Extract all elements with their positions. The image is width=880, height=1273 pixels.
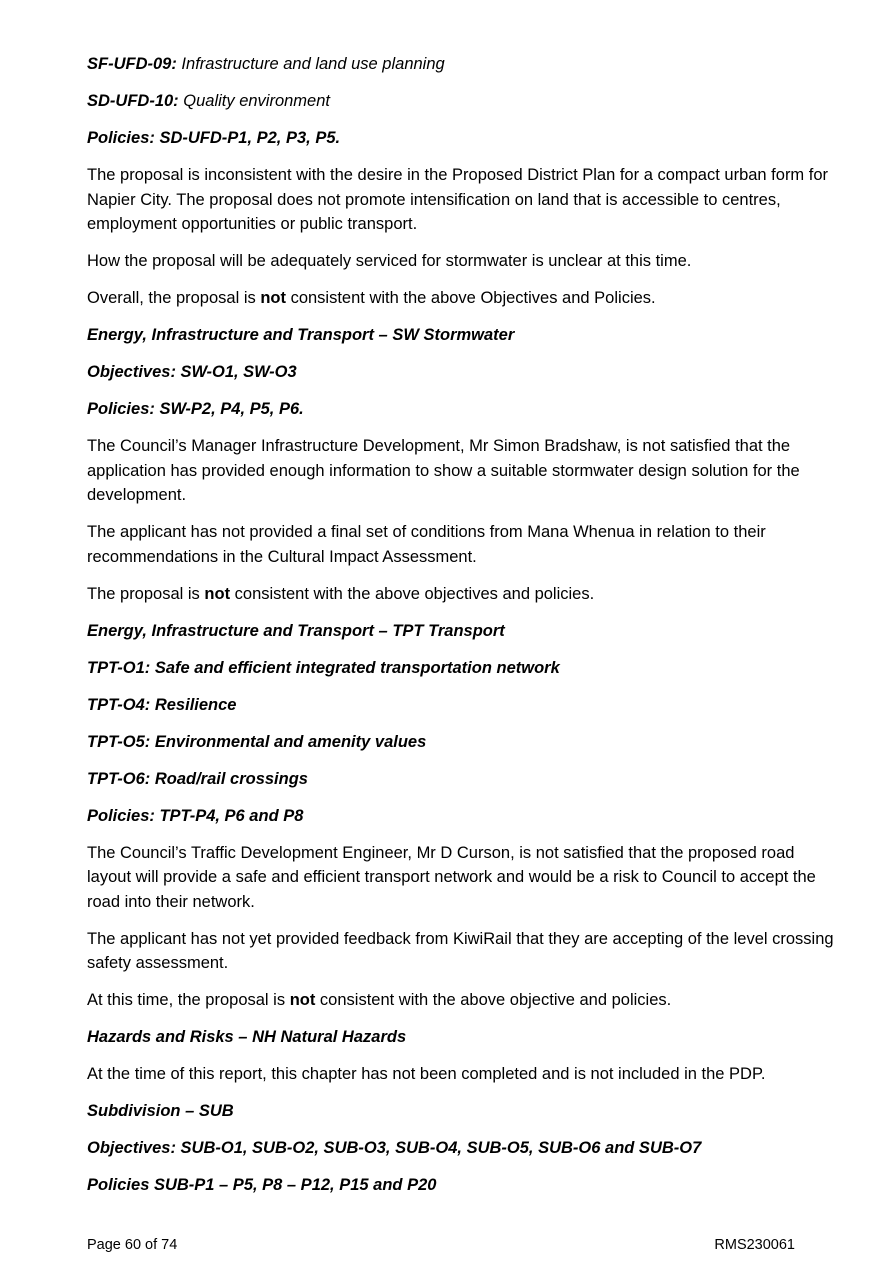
emphasis: not — [289, 991, 316, 1009]
paragraph: At the time of this report, this chapter has not been completed and is not included in the PDP. — [87, 1065, 766, 1083]
objective-text: Quality environment — [178, 92, 330, 110]
section-heading: Energy, Infrastructure and Transport – SW Stormwater — [87, 326, 515, 344]
paragraph: The proposal is inconsistent with the desire in the Proposed District Plan for a compact urban form for Napier City. The proposal does not promote intensification on land that is accessible to centres, employment opportunities or public transport. — [87, 166, 829, 233]
paragraph: How the proposal will be adequately serviced for stormwater is unclear at this time. — [87, 252, 692, 270]
section-heading: Hazards and Risks – NH Natural Hazards — [87, 1028, 407, 1046]
objective-text: Infrastructure and land use planning — [176, 55, 445, 73]
conclusion-paragraph — [87, 286, 835, 311]
text-run: consistent with the above objective and policies. — [315, 991, 672, 1009]
conclusion-paragraph — [87, 582, 835, 607]
text-run: At this time, the proposal is — [87, 991, 290, 1009]
objective-code: SD-UFD-10: — [87, 92, 179, 110]
text-run: consistent with the above objectives and policies. — [230, 584, 595, 603]
text-run: The proposal is — [87, 584, 205, 603]
objective-heading: TPT-O5: Environmental and amenity values — [87, 732, 427, 751]
objective-heading: TPT-O6: Road/rail crossings — [87, 769, 308, 788]
objective-sf-ufd-09 — [87, 52, 835, 77]
paragraph: The Council’s Manager Infrastructure Development, Mr Simon Bradshaw, is not satisfied that the application has provided enough information to show a suitable stormwater design solution for the development. — [87, 437, 800, 504]
paragraph: The applicant has not yet provided feedback from KiwiRail that they are accepting of the level crossing safety assessment. — [87, 929, 834, 972]
objective-sd-ufd-10 — [87, 89, 835, 114]
objectives-heading: Objectives: SUB-O1, SUB-O2, SUB-O3, SUB-O4, SUB-O5, SUB-O6 and SUB-O7 — [87, 1139, 702, 1157]
policies-heading: Policies: SD-UFD-P1, P2, P3, P5. — [87, 129, 341, 147]
policies-heading: Policies: SW-P2, P4, P5, P6. — [87, 400, 304, 418]
page-number: Page 60 of 74 — [87, 1237, 178, 1253]
policies-heading: Policies SUB-P1 – P5, P8 – P12, P15 and P20 — [87, 1176, 437, 1194]
emphasis: not — [204, 584, 231, 603]
objective-heading: TPT-O4: Resilience — [87, 695, 237, 714]
section-heading: Subdivision – SUB — [87, 1102, 234, 1120]
paragraph: The Council’s Traffic Development Engineer, Mr D Curson, is not satisfied that the proposed road layout will provide a safe and efficient transport network and would be a risk to Council to accept the road into their network. — [87, 843, 816, 911]
document-body — [87, 52, 835, 1210]
section-heading: Energy, Infrastructure and Transport – TPT Transport — [87, 621, 505, 640]
text-run: consistent with the above Objectives and Policies. — [286, 289, 656, 307]
document-reference: RMS230061 — [714, 1237, 795, 1253]
page-footer — [87, 1237, 795, 1253]
text-run: Overall, the proposal is — [87, 289, 261, 307]
policies-heading: Policies: TPT-P4, P6 and P8 — [87, 806, 304, 825]
emphasis: not — [260, 289, 286, 307]
paragraph: The applicant has not provided a final set of conditions from Mana Whenua in relation to their recommendations in the Cultural Impact Assessment. — [87, 523, 766, 566]
conclusion-paragraph — [87, 988, 835, 1013]
objective-heading: TPT-O1: Safe and efficient integrated transportation network — [87, 658, 560, 677]
objectives-heading: Objectives: SW-O1, SW-O3 — [87, 363, 297, 381]
objective-code: SF-UFD-09: — [87, 55, 177, 73]
